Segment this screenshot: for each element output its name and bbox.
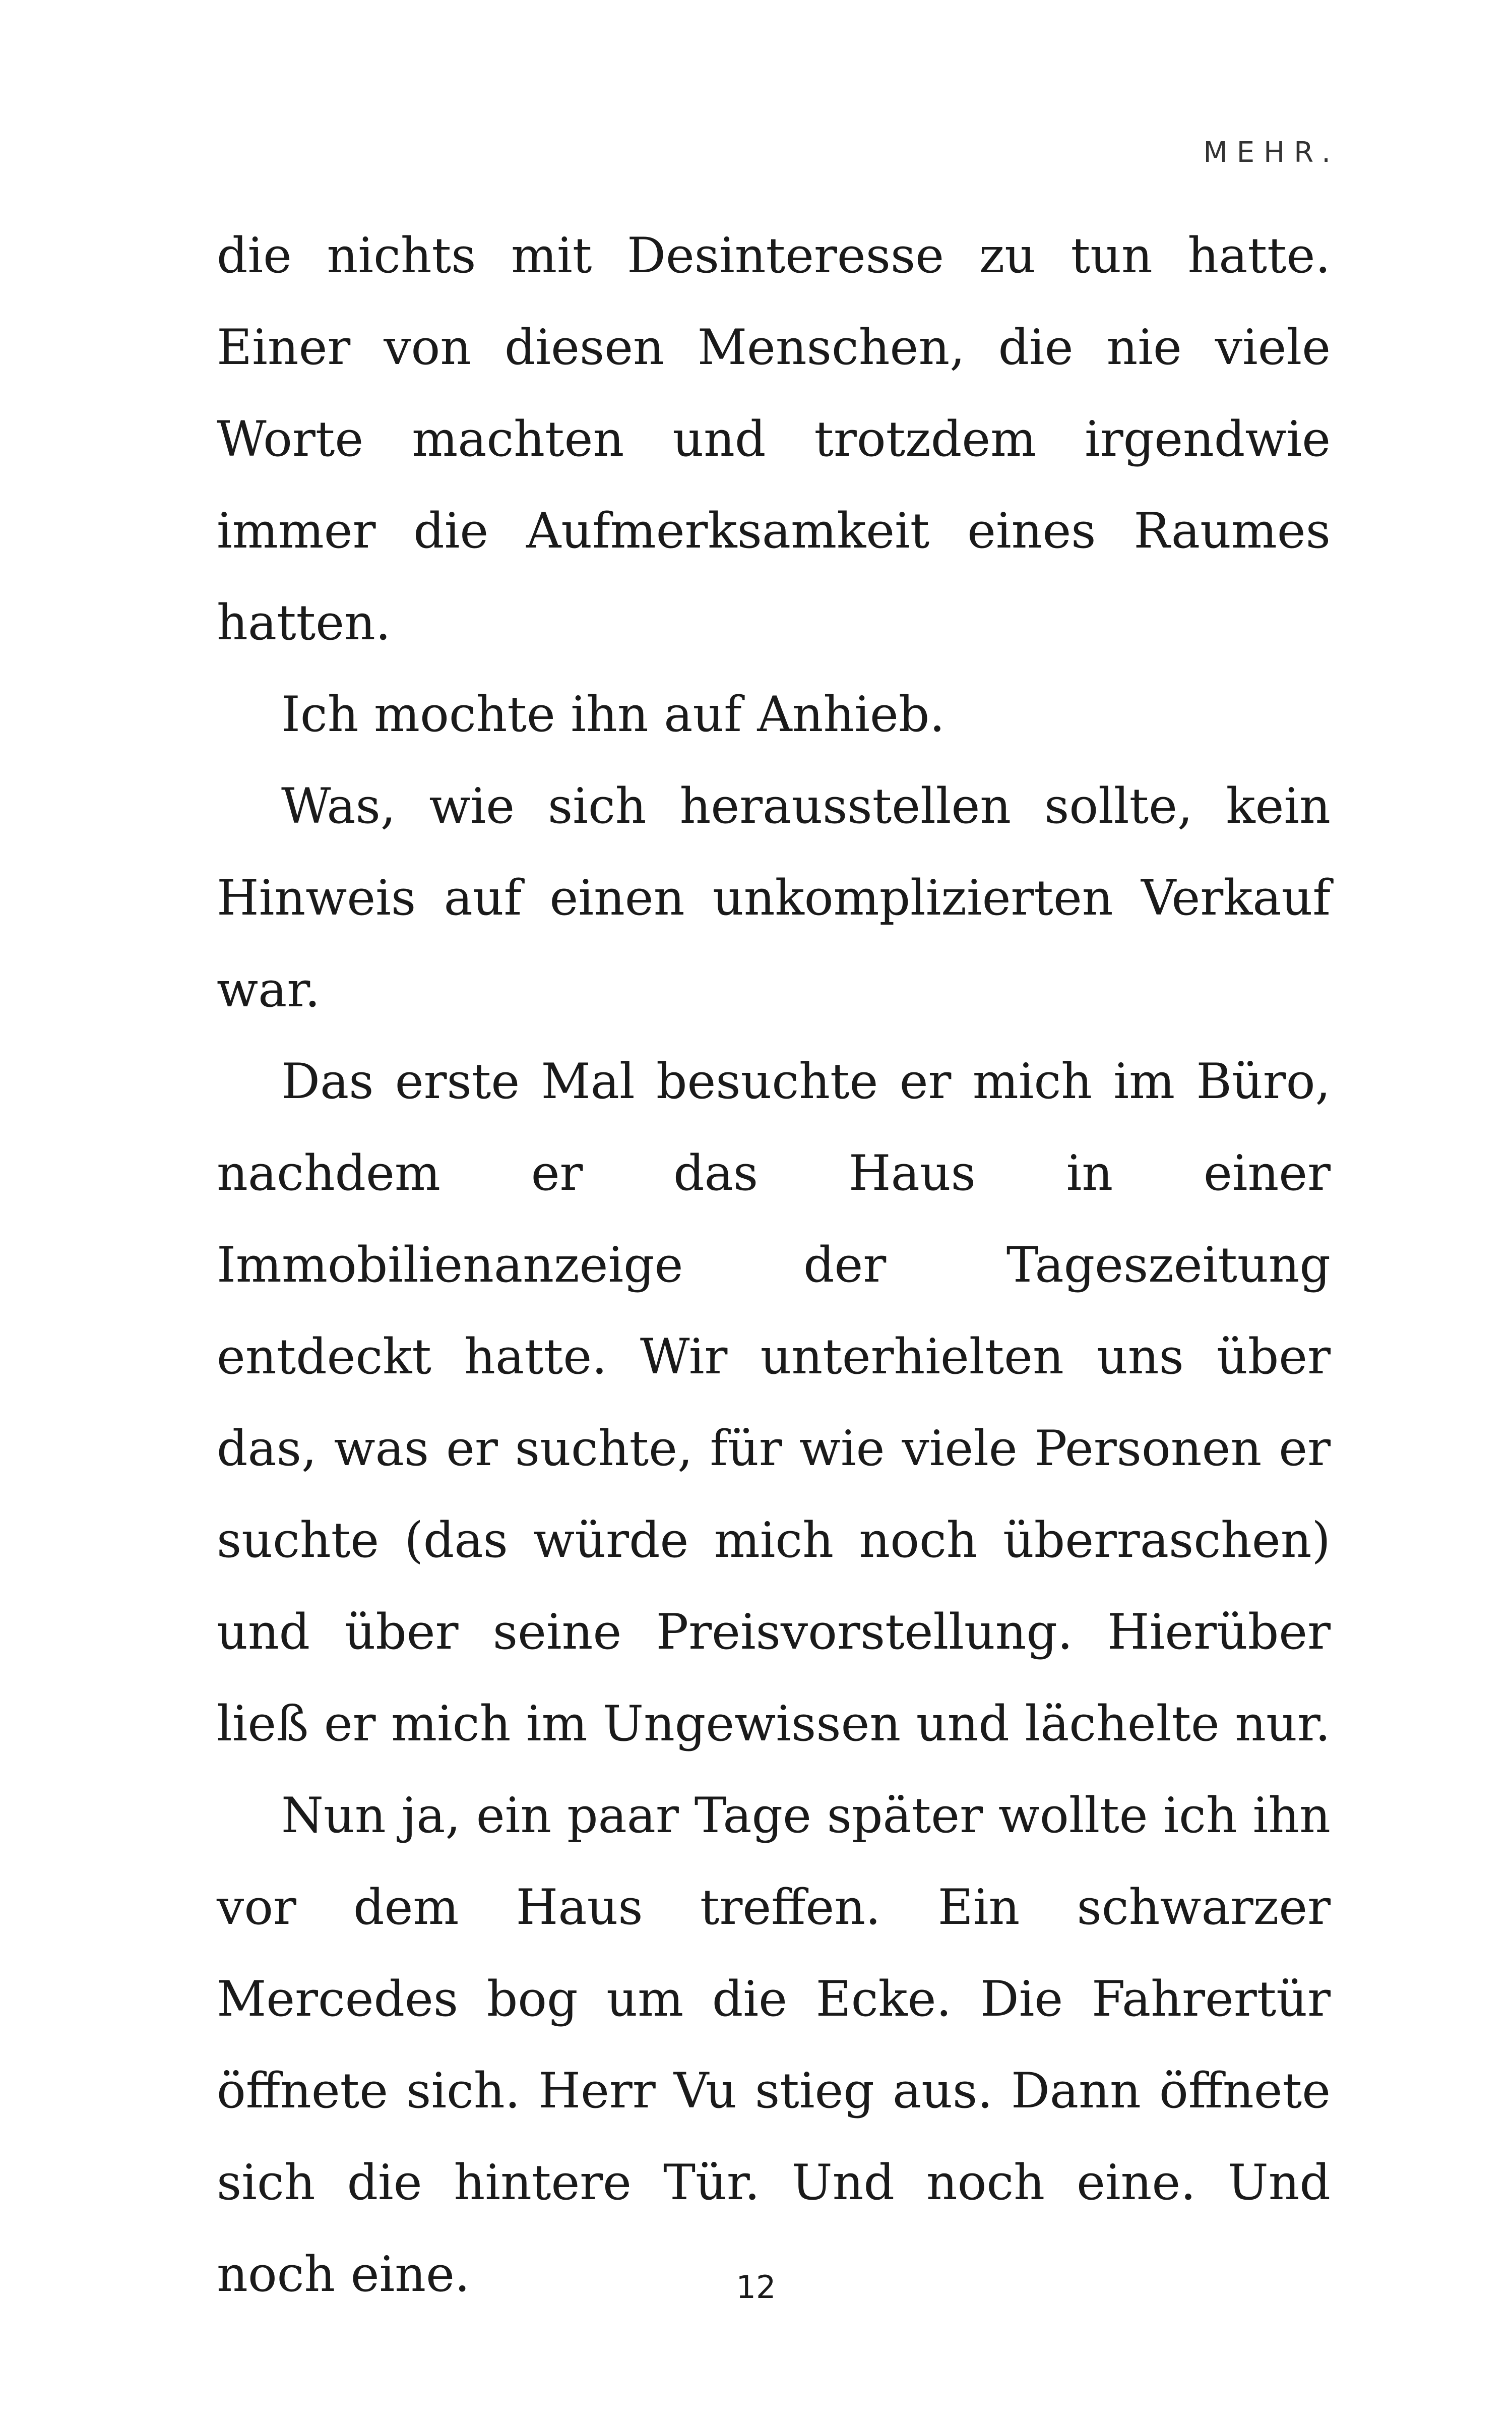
paragraph: Ich mochte ihn auf Anhieb. (281, 686, 945, 743)
paragraph: Was, wie sich herausstellen sollte, kein Hinweis auf einen unkomplizierten Verkauf war. (217, 778, 1331, 1018)
body-text (217, 210, 1331, 2320)
paragraph: Nun ja, ein paar Tage später wollte ich ihn vor dem Haus treffen. Ein schwarzer Mercedes bog um die Ecke. Die Fahrertür öffnete sich. Herr Vu stieg aus. Dann öffnete sich die hintere Tür. Und noch eine. Und noch eine. (217, 1787, 1331, 2303)
paragraph-continuation: die nichts mit Desinteresse zu tun hatte. Einer von diesen Menschen, die nie viele Worte machten und trotzdem irgendwie immer die Aufmerksamkeit eines Raumes hatten. (217, 227, 1331, 651)
page-number: 12 (736, 2269, 776, 2306)
paragraph: Das erste Mal besuchte er mich im Büro, nachdem er das Haus in einer Immobilienanzeige der Tageszeitung entdeckt hatte. Wir unterhielten uns über das, was er suchte, für wie viele Personen er suchte (das würde mich noch überraschen) und über seine Preisvorstellung. Hierüber ließ er mich im Ungewissen und lächelte nur. (217, 1053, 1331, 1752)
running-head: MEHR. (1203, 136, 1340, 169)
